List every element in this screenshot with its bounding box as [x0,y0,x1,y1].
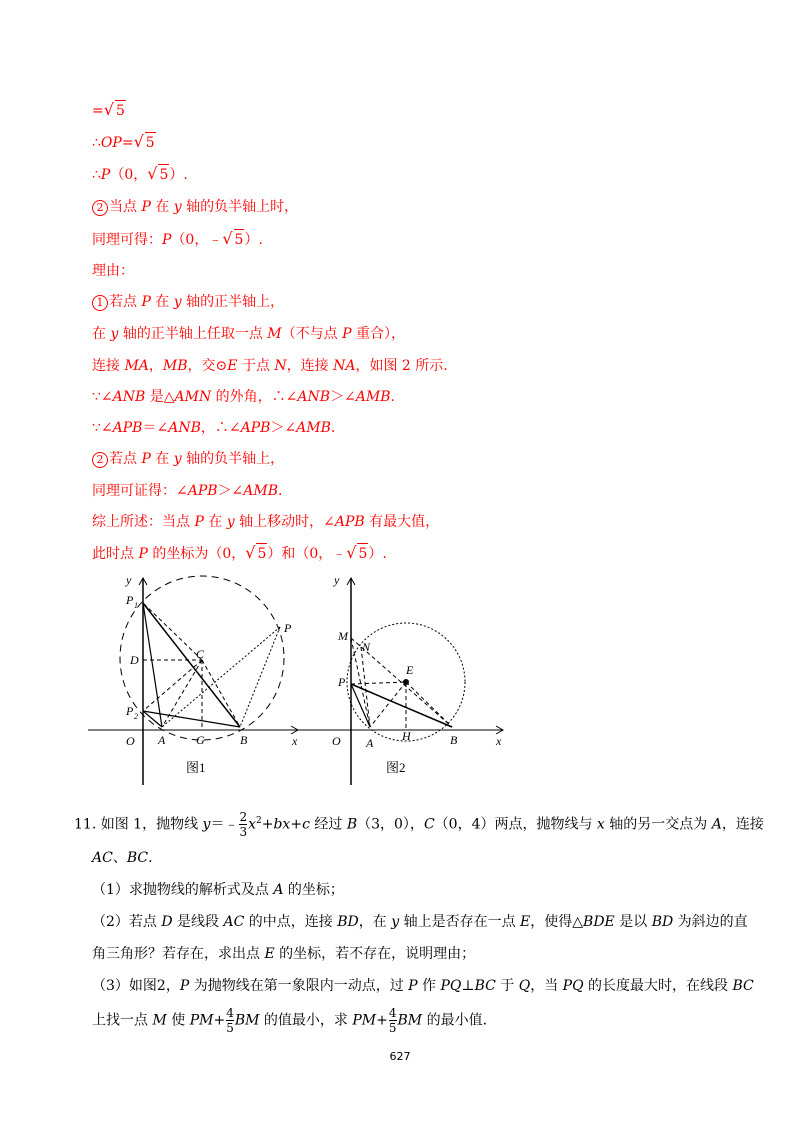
exponent: 2 [256,815,262,826]
var: c [302,816,310,833]
text: ，在 [358,914,392,930]
denominator: 5 [226,1021,234,1035]
var: P [342,326,352,342]
text: 轴的负半轴上时， [181,199,299,215]
var: AMB [355,389,391,405]
question-1 [92,880,344,900]
numerator: 2 [239,810,248,824]
var: M [152,1012,167,1029]
circled-number: 2 [92,200,108,216]
figure-2-caption: 图2 [386,760,406,775]
text: 在 [150,294,174,310]
text: + [261,816,274,833]
var: APB [187,483,218,499]
solution-line-1 [92,100,126,121]
text: 在 [150,199,174,215]
var: BC [474,978,496,994]
text: ）. [368,546,387,562]
text: = [92,103,104,119]
text: ）. [169,167,188,183]
numerator: 4 [388,1006,397,1020]
var: PQ [440,978,462,994]
text: 有最大值， [364,514,440,530]
text: 为抛物线在第一象限内一动点，过 [189,978,409,994]
solution-line-8 [92,324,405,344]
text: 是线段 [172,914,224,930]
text: （1）求抛物线的解析式及点 [92,882,274,898]
text: 轴上移动时，∠ [234,514,335,530]
var: y [173,451,182,467]
segment-EB [406,682,452,727]
label-O: O [126,734,135,748]
radicand: 5 [234,229,245,250]
text: + [376,1012,388,1029]
label-y: y [126,573,132,587]
sqrt-sign: √ [222,229,233,248]
text: . [390,389,395,405]
text: 是以 [614,914,652,930]
text: 于点 [237,358,275,374]
label-x: x [496,734,502,748]
figure-1 [88,570,308,785]
solution-line-2 [92,132,156,153]
fraction [226,1006,234,1035]
label-P1-subscript: 1 [134,601,138,610]
text: 于 [495,978,519,994]
text: 的坐标为（0， [147,546,246,562]
fraction [239,810,247,839]
segment-P1B [143,603,240,727]
var: Q [518,978,531,994]
problem-line-1 [74,810,764,839]
var: N [274,358,287,374]
text: ，使得△ [530,914,584,930]
var: MB [162,358,188,374]
question-3-line-1 [92,976,754,996]
radicand: 5 [158,164,169,185]
var: x [248,816,256,833]
text: = [121,135,134,151]
text: ）和（0，﹣ [267,546,347,562]
var: C [423,816,435,833]
solution-line-5 [92,229,263,250]
var: ANB [168,420,201,436]
text: 为斜边的直 [673,914,748,930]
text: 的坐标，若不存在，说明理由； [274,946,476,962]
var: AC [223,914,245,930]
var: D [161,914,173,930]
var: y [391,914,400,930]
text: （2）若点 [92,914,162,930]
text: ）. [244,232,263,248]
solution-line-4 [92,197,298,217]
text: . [148,850,153,866]
text: 当点 [109,199,142,215]
circled-number: 2 [92,452,108,468]
sqrt-sign: √ [245,543,256,562]
label-y: y [334,573,340,587]
var: AC [92,850,113,866]
label-B: B [450,733,458,747]
label-B: B [240,733,248,747]
text: 的值最小，求 [259,1012,353,1029]
solution-line-6 [92,261,134,281]
var: PM [352,1012,377,1029]
var: P [194,514,204,530]
text: （3）如图2， [92,978,180,994]
solution-line-14 [92,512,439,532]
var: A [711,816,722,833]
text: 的外角，∴∠ [211,389,298,405]
var: APB [334,514,365,530]
var: bx [273,816,291,833]
segment-PE [351,682,406,684]
var: P [179,978,190,994]
text: 若点 [109,294,142,310]
var: P [162,232,172,248]
text: 重合）， [351,326,405,342]
text: ＞∠ [270,420,297,436]
var: y [226,514,235,530]
solution-line-7 [92,292,284,312]
text: 轴上是否存在一点 [399,914,521,930]
var: BC [732,978,754,994]
text: 作 [417,978,441,994]
text: 上找一点 [92,1012,153,1029]
var: E [264,946,275,962]
text: 同理可证得：∠ [92,483,188,499]
label-G: G [196,733,205,747]
text: . [330,420,336,436]
figure-1-caption: 图1 [186,760,206,775]
var: P [100,167,111,183]
solution-line-10 [92,387,395,407]
solution-line-12 [92,449,284,469]
var: x [596,816,605,833]
text: ， [148,358,163,374]
var: BD [651,914,674,930]
label-D: D [130,653,139,667]
numerator: 4 [226,1006,234,1020]
label-A: A [158,733,166,747]
question-3-line-2 [92,1006,487,1035]
text: 轴的正半轴上， [181,294,285,310]
point-E [403,679,409,685]
label-O: O [332,734,341,748]
sqrt-sign: √ [346,543,357,562]
text: 同理可得： [92,232,162,248]
text: 的坐标； [283,882,344,898]
text: 是△ [145,389,175,405]
var: y [110,326,119,342]
text: ＝﹣ [210,816,239,833]
label-P2-subscript: 2 [134,712,138,721]
var: P [141,294,151,310]
text: 在 [92,326,111,342]
text: （3，0）， [357,816,424,833]
label-P1: P [126,593,134,607]
sqrt-sign: √ [103,100,114,119]
var: AMB [243,483,279,499]
text: 在 [203,514,227,530]
var: APB [112,420,143,436]
text: ∵∠ [92,389,113,405]
radicand: 5 [115,100,126,121]
segment-P1A [143,603,162,727]
question-2-line-2 [92,944,475,964]
solution-line-11 [92,418,335,438]
text: 角三角形？若存在，求出点 [92,946,265,962]
sqrt-sign: √ [133,132,144,151]
text: （0，4）两点，抛物线与 [434,816,597,833]
var: NA [333,358,356,374]
text: 轴的另一交点为 [604,816,712,833]
fraction [389,1006,397,1035]
var: A [273,882,284,898]
var: BM [397,1012,423,1029]
text: + [213,1012,226,1029]
label-M: M [338,629,348,643]
text: + [290,816,303,833]
text: 综上所述：当点 [92,514,195,530]
label-A: A [366,736,374,750]
text: 的最小值. [422,1012,488,1029]
text: ＞∠ [217,483,244,499]
var: P [141,451,151,467]
solution-line-9 [92,356,448,376]
solution-line-3 [92,164,188,185]
var: y [202,816,211,833]
radicand: 5 [256,543,267,564]
text: ，连接 [286,358,334,374]
var: M [267,326,282,342]
var: BM [234,1012,260,1029]
label-C: C [196,647,205,661]
text: ∴ [92,167,101,183]
text: 轴的负半轴上， [181,451,285,467]
segment-PB [240,627,280,727]
question-2-line-1 [92,912,748,932]
page-number: 627 [389,1050,411,1063]
segment-CP1 [143,603,202,660]
var: AMN [174,389,212,405]
var: y [173,294,182,310]
var: PQ [562,978,584,994]
text: 连接 [92,358,125,374]
solution-line-13 [92,481,282,501]
label-H: H [402,729,411,743]
label-P: P [284,621,292,635]
text: 轴的正半轴上任取一点 [118,326,268,342]
text: ，如图 2 所示. [355,358,448,374]
radicand: 5 [357,543,368,564]
figure-2 [298,570,508,785]
text: 理由： [92,263,134,279]
text: 在 [150,451,174,467]
var: P [408,978,418,994]
text: （0，﹣ [171,232,223,248]
var: BC [126,850,149,866]
var: B [346,816,358,833]
segment-NA [361,647,370,727]
var: ANB [297,389,331,405]
text: ⊥ [461,978,475,994]
label-P: P [338,675,346,689]
problem-line-2 [92,848,153,868]
text: 经过 [309,816,347,833]
var: P [138,546,148,562]
text: 、 [112,850,127,866]
text: （0， [110,167,148,183]
var: OP [100,135,122,151]
var: PM [189,1012,214,1029]
text: 使 [166,1012,190,1029]
var: BD [337,914,359,930]
label-x: x [292,734,298,748]
label-E: E [406,663,414,677]
var: P [141,199,151,215]
text: 若点 [109,451,142,467]
denominator: 5 [388,1021,397,1035]
segment-P2B [143,711,240,727]
text: ，交⊙ [187,358,228,374]
text: ，连接 [721,816,764,833]
text: . [278,483,283,499]
sqrt-sign: √ [147,164,158,183]
var: BDE [583,914,615,930]
text: ，∴∠ [200,420,241,436]
denominator: 3 [239,825,248,839]
text: 此时点 [92,546,139,562]
var: APB [240,420,271,436]
text: ＝∠ [142,420,169,436]
solution-line-15 [92,543,387,564]
label-P2: P [126,704,134,718]
text: ∴ [92,135,101,151]
var: ANB [112,389,146,405]
segment-CB [202,660,240,727]
label-N: N [362,640,371,654]
var: MA [124,358,149,374]
text: 如图 1，抛物线 [100,816,203,833]
segment-PA [162,627,280,727]
text: ∵∠ [92,420,113,436]
var: AMB [296,420,331,436]
var: E [227,358,238,374]
problem-number: 11. [74,816,97,833]
text: 的长度最大时，在线段 [583,978,733,994]
text: ，当 [530,978,563,994]
text: ＞∠ [330,389,356,405]
circled-number: 1 [92,295,108,311]
text: （不与点 [281,326,343,342]
text: 的中点，连接 [244,914,338,930]
var: y [173,199,182,215]
radicand: 5 [145,132,156,153]
var: E [520,914,531,930]
